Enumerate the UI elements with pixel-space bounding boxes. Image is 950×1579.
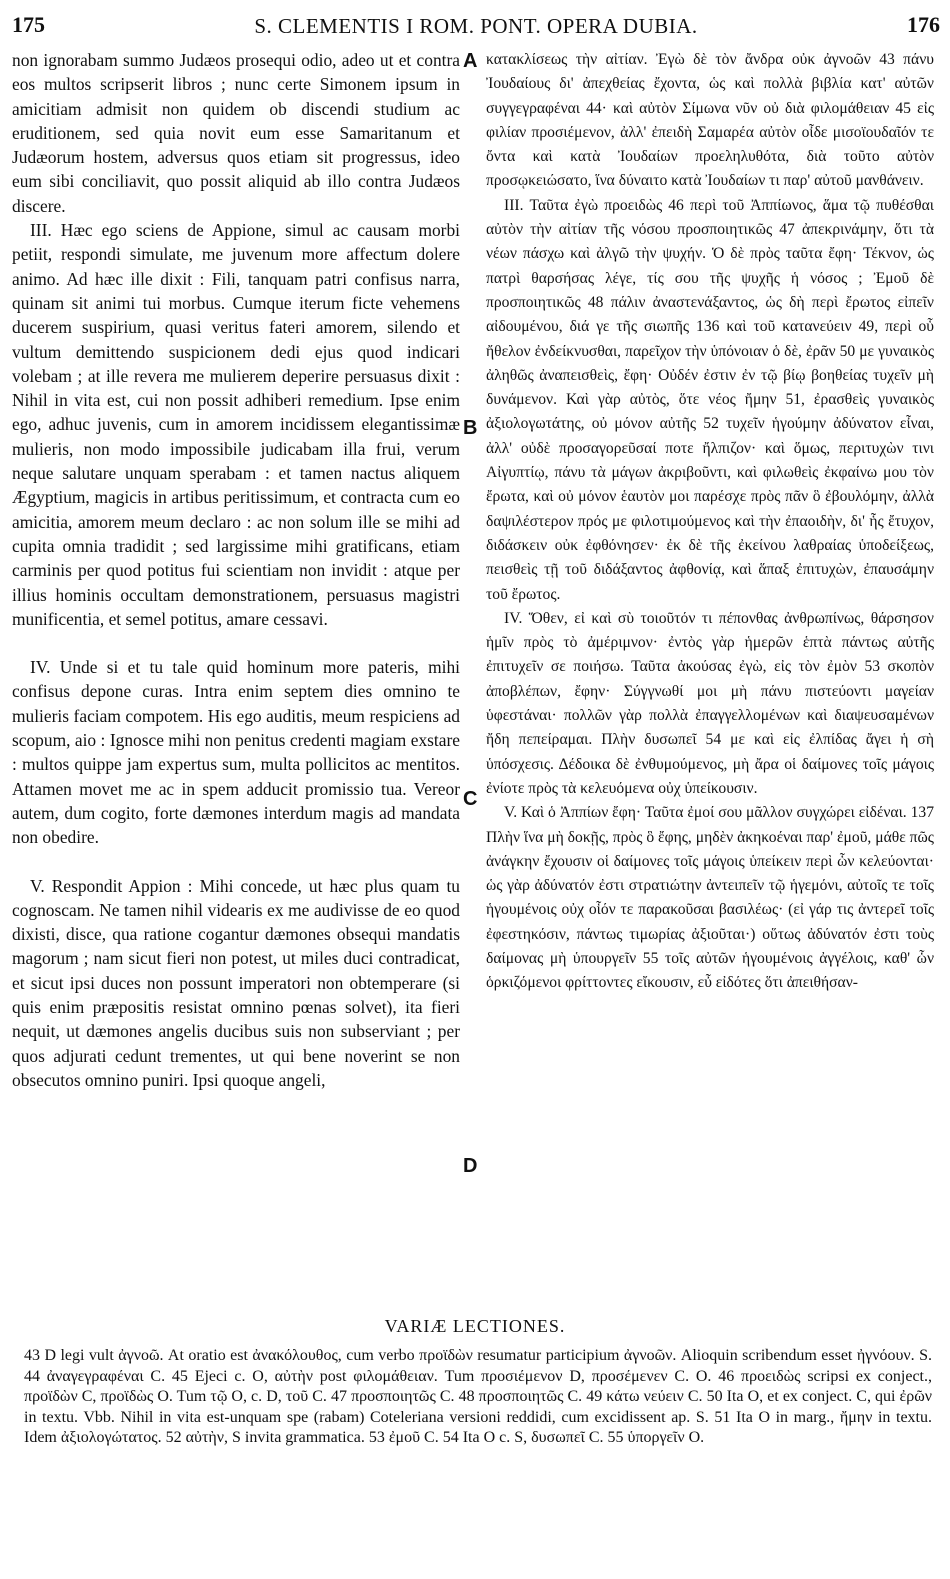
greek-paragraph: IV. Ὅθεν, εἰ καὶ σὺ τοιοῦτόν τι πέπονθας ἀνθρωπίνως, θάρσησον ἡμῖν πρὸς τὸ ἀμέριμνον· ἐντὸς γὰρ ἡμερῶν ἑπτὰ πάντως αὐτῆς ἐπιτυχεῖν σε ποιήσω. Ταῦτα ἀκούσας ἐγὼ, εἰς τὸν ἐμὸν 53 σκοπὸν ἀποβλέπων, ἔφην· Σύγγνωθί μοι μὴ πάνυ πιστεύοντι μαγείαν ὑφεστάναι· πολλῶν γὰρ πολλὰ ἐπαγγελλομένων καὶ διαψευσαμένων ἤδη πεπείραμαι. Πλὴν δυσωπεῖ 54 με καὶ εἰς ἐλπίδας ἄγει ἡ σὴ ὑπόσχεσις. Δέδοικα δὲ ἐνθυμούμενος, μὴ ἄρα οἱ δαίμονες τοῖς μάγοις ἐνίοτε πρὸς τὰ κελευόμενα οὐχ ὑπείκουσιν. (486, 609, 934, 797)
margin-letter-b: B (463, 417, 478, 439)
page-number-left: 175 (12, 12, 45, 37)
greek-column (486, 48, 934, 996)
page-number-right: 176 (907, 12, 940, 37)
latin-paragraph: IV. Unde si et tu tale quid hominum more pateris, mihi confisus depone curas. Intra enim septem dies omnino te mulieris faciam compotem. His ego auditis, meum respiciens ad scopum, aio : Ignosce mihi non penitus credenti magiam exstare : multos quippe jam expertus sum, multa pollicitos ac mentitos. Attamen movet me ac in spem adducit promissio tua. Vereor autem, dum cogito, forte dæmones interdum magis ad mandata non obedire. (12, 657, 460, 848)
variae-lectiones-notes: 43 D legi vult ἀγνοῶ. At oratio est ἀνακόλουθος, cum verbo προϊδὼν resumatur participium ἀγνοῶν. Alioquin scribendum esset ἠγνόουν. S. 44 ἀναγεγραφέναι C. 45 Ejeci c. O, αὐτὴν post φιλομάθειαν. Tum προσιέμενον D, προσέμενεν C. O. 46 προειδὼς scripsi ex conject., προϊδὼν C, προϊδὼς O. Tum τῷ O, c. D, τοῦ C. 47 προσποιητῶς C. 48 προσποιητῶς C. 49 κάτω νεύειν C. 50 Ita O, et ex conject. C, qui ἐρῶν in textu. Vbb. Nihil in vita est-unquam spe (rabam) Coteleriana versioni reddidi, cum excidissent ap. S. 51 Ita O in marg., ἤμην in textu. Idem ἀξιολογώτατος. 52 αὐτὴν, S invita grammatica. 53 ἐμοῦ C. 54 Ita O c. S, δυσωπεῖ C. 55 ὑποργεῖν O. (24, 1347, 932, 1446)
greek-paragraph: κατακλίσεως τὴν αἰτίαν. Ἐγὼ δὲ τὸν ἄνδρα οὐκ ἀγνοῶν 43 πάνυ Ἰουδαίους δι' ἀπεχθείας ἔχοντα, ὡς καὶ πολλὰ βιβλία κατ' αὐτῶν συγγεγραφέναι 44· καὶ αὐτὸν Σίμωνα νῦν οὐ διὰ φιλομάθειαν 45 εἰς φιλίαν προσιέμενον, ἀλλ' ἐπειδὴ Σαμαρέα αὐτὸν οἶδε μισοϊουδαῖόν τε ὄντα καὶ κατὰ Ἰουδαίων προεληλυθότα, διὰ τοῦτο αὐτὸν προσῳκειώσατο, ἵνα δύναιτο κατὰ Ἰουδαίων τι παρ' αὐτοῦ μανθάνειν. (486, 51, 934, 190)
margin-letter-a: A (463, 50, 478, 72)
margin-letter-c: C (463, 788, 478, 810)
greek-paragraph: V. Καὶ ὁ Ἀππίων ἔφη· Ταῦτα ἐμοί σου μᾶλλον συγχώρει εἰδέναι. 137 Πλὴν ἵνα μὴ δοκῇς, πρὸς ὃ ἔφης, μηδὲν ἀκηκοέναι παρ' ἐμοῦ, μάθε πῶς ἀνάγκην ἔχουσιν οἱ δαίμονες τοῖς μάγοις ὑπείκειν περὶ ὧν κελεύονται· ὡς γὰρ ἀδύνατόν ἐστι στρατιώτην ἀντειπεῖν τῷ ἡγεμόνι, αὐτοῖς τε τοῖς ἡγουμένοις οὐχ οἷόν τε παρακοῦσαι βασιλέως· (εἰ γάρ τις ἀντερεῖ τοῖς ἐφεστηκόσιν, πάντως τιμωρίας ἀξιοῦται·) οὕτως ἀδύνατόν ἐστι τοὺς δαίμονας μὴ ὑπουργεῖν 55 τοῖς αὐτῶν ἡγουμένοις ἀγγέλοις, καθ' ὧν ὁρκιζόμενοι φρίττοντες εἴκουσιν, εὖ εἰδότες ὅτι ἀπειθήσαν- (486, 804, 934, 992)
page-header (12, 8, 940, 42)
variae-lectiones-heading: VARIÆ LECTIONES. (384, 1316, 566, 1336)
latin-paragraph: III. Hæc ego sciens de Appione, simul ac causam morbi petiit, respondi simulate, me juvenum more affectum dolere animo. Ad hæc ille dixit : Fili, tanquam patri confisus narra, quinam sit animi tui morbus. Cumque iterum ficte vehemens ducerem suspirium, quasi veritus fateri amorem, silendo et vultum demittendo suspicionem dedi ejus quod indicari volebam ; at ille revera me mulierem deperire persuasus dixit : Nihil in vita est, cui non possit adhiberi remedium. Ipse enim ego, adhuc juvenis, cum in amorem incidissem elegantissimæ mulieris, non modo impossibile judicabam illa frui, verum neque salutare unquam sperabam : et tamen nactus aliquem Ægyptium, magicis in artibus peritissimum, et contracta cum eo amicitia, amorem meum declaro : ac non solum ille se mihi ad cupita omnia tradidit ; sed largissime mihi gratificans, etiam carminis per quod potitus fui scientiam non invidit : atque per illius hominis occultam demonstrationem, persuasus magistri munificentia, et semel potitus, amare cessavi. (12, 220, 460, 629)
greek-paragraph: III. Ταῦτα ἐγὼ προειδὼς 46 περὶ τοῦ Ἀππίωνος, ἅμα τῷ πυθέσθαι αὐτὸν τὴν αἰτίαν τῆς νόσου προσποιητικῶς 47 ἀπεκρινάμην, ὅτι τὰ νέων πάσχω καὶ ἀλγῶ τὴν ψυχήν. Ὁ δὲ πρὸς ταῦτα ἔφη· Τέκνον, ὡς πατρὶ θαρσήσας λέγε, τίς σου τῆς ψυχῆς ἡ νόσος ; Ἐμοῦ δὲ προσποιητικῶς 48 πάλιν ἀναστενάξαντος, ὡς δὴ περὶ ἔρωτος εἰπεῖν αἰδουμένου, διά γε τῆς σιωπῆς 136 καὶ τοῦ κατανεύειν 49, περὶ οὗ ἤθελον ἐνδείκνυσθαι, παρεῖχον τὴν ὑπόνοιαν ὁ δὲ, ἐρᾶν 50 με γυναικὸς ἀληθῶς ἀναπεισθεὶς, ἔφη· Οὐδέν ἐστιν ἐν τῷ βίῳ βοηθείας τυχεῖν μὴ δυνάμενον. Καὶ γὰρ αὐτὸς, ὅτε νέος ἤμην 51, ἐρασθεὶς γυναικὸς ἀξιολογωτάτης, οὐ μόνον αὐτῆς 52 τυχεῖν ἡγούμην ἀδύνατον εἶναι, ἀλλ' οὐδὲ προσαγορεῦσαί ποτε ἤλπιζον· καὶ ὅμως, περιτυχὼν τινι Αἰγυπτίῳ, πάνυ τὰ μάγων ἀκριβοῦντι, καὶ φιλωθεὶς ἐκφαίνω μου τὸν ἔρωτα, καὶ οὐ μόνον ἑαυτὸν μοι παρέσχε πρὸς πᾶν ὃ ἐβουλόμην, ἀλλὰ δαψιλέστερον πρός με φιλοτιμούμενος καὶ τὴν ἐπαοιδὴν, δι' ἧς ἔτυχον, διδάσκειν οὐκ ἐφθόνησεν· ἐκ δὲ τῆς ἐκείνου λαθραίας ὑποδείξεως, πεισθεὶς τῇ τοῦ διδάξαντος ἀφθονίᾳ, καὶ ἅπαξ ἐπιτυχὼν, ἐπαυσάμην τοῦ ἔρωτος. (486, 196, 934, 603)
margin-letter-d: D (463, 1155, 478, 1177)
latin-paragraph: non ignorabam summo Judæos prosequi odio, adeo ut et contra eos multos scripserit libros ; nunc certe Simonem ipsum in amicitiam admisit non quidem ob discendi studium ac eruditionem, sed quia novit eum esse Samaritanum et Judæorum hostem, adversus quos etiam sit progressus, ideo eum sibi conciliavit, quo possit aliquid ab illo contra Judæos discere. (12, 50, 460, 216)
running-title: S. CLEMENTIS I ROM. PONT. OPERA DUBIA. (254, 14, 698, 38)
latin-column (12, 48, 460, 1092)
latin-paragraph: V. Respondit Appion : Mihi concede, ut hæc plus quam tu cognoscam. Ne tamen nihil videaris ex me audivisse de eo quod dixisti, disce, qua ratione cogantur dæmones obsequi mandatis magorum ; nam sicut fieri non potest, ut miles duci contradicat, et sicut ipsi duces non possunt imperatori non obtemperare (si quis enim præpositis resistat omnino pœnas solvet), ita fieri nequit, ut dæmones angelis ducibus suis non subserviant ; per quos adjurati cedunt trementes, ut qui bene noverint se non obsecutos omnino puniri. Ipsi quoque angeli, (12, 875, 460, 1090)
